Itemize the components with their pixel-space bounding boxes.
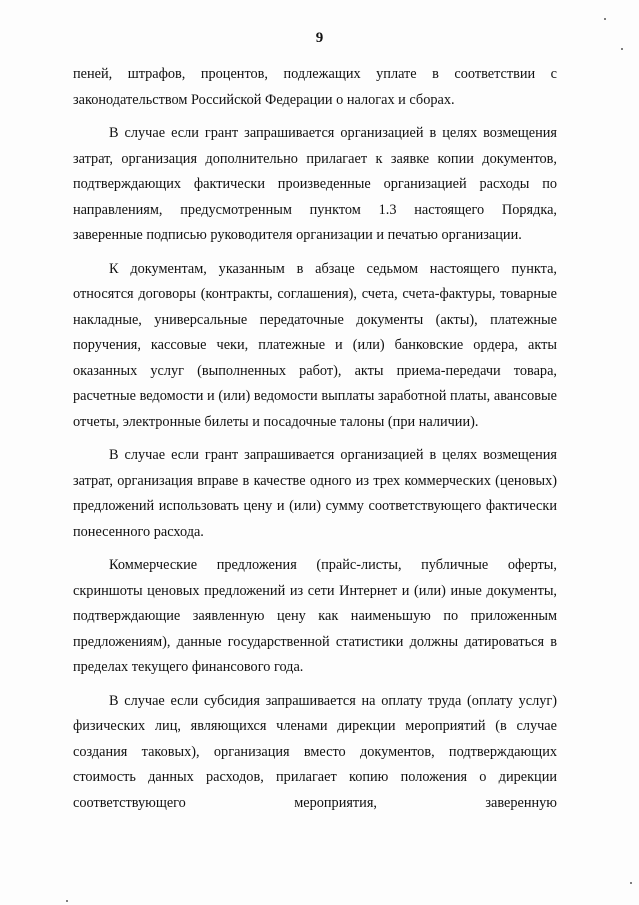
scan-speck xyxy=(66,900,68,902)
paragraph-labor-payment: В случае если субсидия запрашивается на оплату труда (оплату услуг) физических лиц, являющихся членами дирекции мероприятий (в случае создания таковых), организация вместо документов, подтверждающих стоимость данных расходов, прилагает копию положения о дирекции соответствующего мероприятия, заверенную xyxy=(73,692,557,811)
page-number: 9 xyxy=(315,30,324,46)
paragraph-continuation: пеней, штрафов, процентов, подлежащих уплате в соответствии с законодательством Российской Федерации о налогах и сборах. xyxy=(73,66,557,108)
paragraph-grant-expense-documents: В случае если грант запрашивается организацией в целях возмещения затрат, организация дополнительно прилагает к заявке копии документов, подтверждающих фактически произведенные организацией расходы по направлениям, предусмотренным пунктом 1.3 настоящего Порядка, заверенные подписью руководителя организации и печатью организации. xyxy=(73,125,557,243)
scan-speck xyxy=(604,18,606,20)
paragraph-commercial-offer-price: В случае если грант запрашивается организацией в целях возмещения затрат, организация вправе в качестве одного из трех коммерческих (ценовых) предложений использовать цену и (или) сумму соответствующего фактически понесенного расхода. xyxy=(73,447,557,540)
scan-speck xyxy=(621,48,623,50)
document-body xyxy=(73,62,557,816)
paragraph-document-types: К документам, указанным в абзаце седьмом настоящего пункта, относятся договоры (контракты, соглашения), счета, счета-фактуры, товарные накладные, универсальные передаточные документы (акты), платежные поручения, кассовые чеки, платежные и (или) банковские ордера, акты оказанных услуг (выполненных работ), акты приема-передачи товара, расчетные ведомости и (или) ведомости выплаты заработной платы, авансовые отчеты, электронные билеты и посадочные талоны (при наличии). xyxy=(73,260,557,430)
scan-speck xyxy=(630,882,632,884)
paragraph-commercial-offers-dating: Коммерческие предложения (прайс-листы, публичные оферты, скриншоты ценовых предложений из сети Интернет и (или) иные документы, подтверждающие заявленную цену как наименьшую по приложенным предложениям), данные государственной статистики должны датироваться в пределах текущего финансового года. xyxy=(73,557,557,675)
